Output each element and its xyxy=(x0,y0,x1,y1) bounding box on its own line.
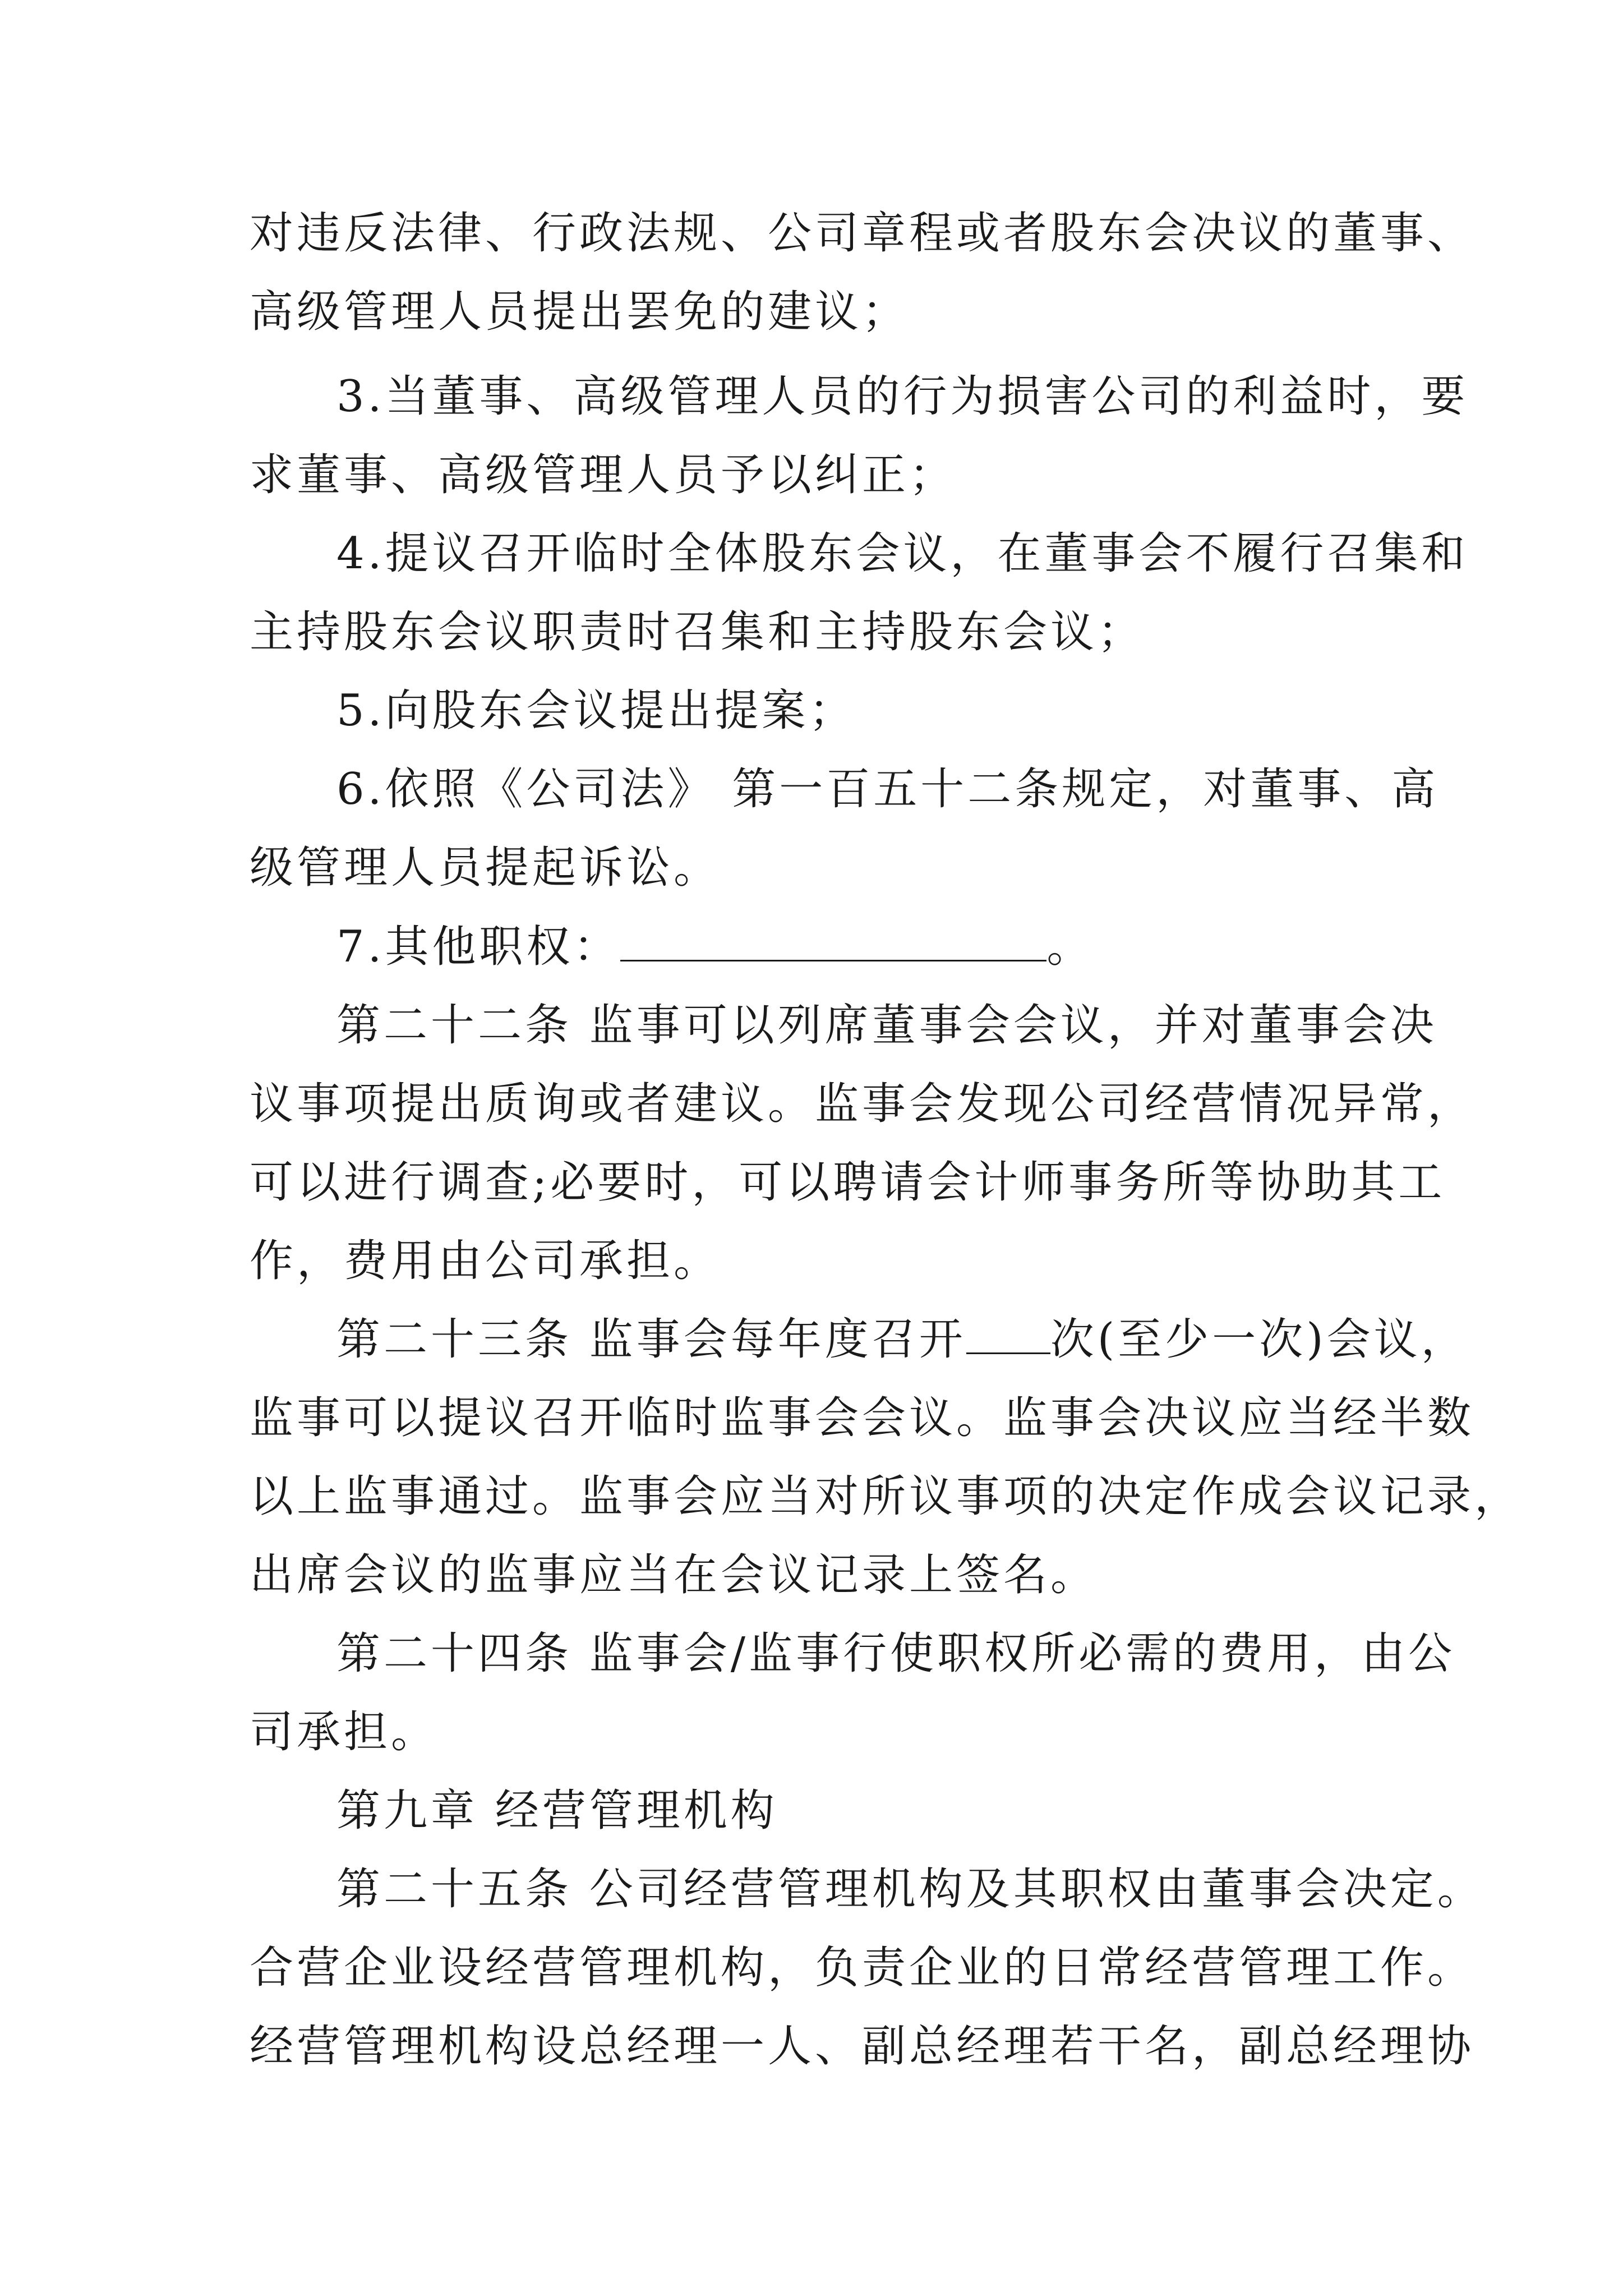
text-line: 求董事、高级管理人员予以纠正； xyxy=(250,450,957,500)
list-item-5: 5.向股东会议提出提案； xyxy=(336,685,856,736)
text-line: 以上监事通过。监事会应当对所议事项的决定作成会议记录， xyxy=(250,1471,1522,1522)
text-line: 监事可以提议召开临时监事会会议。监事会决议应当经半数 xyxy=(250,1393,1475,1443)
text-line: 司承担。 xyxy=(250,1707,439,1757)
text-line: 出席会议的监事应当在会议记录上签名。 xyxy=(250,1550,1098,1600)
article-22-line: 第二十二条 监事可以列席董事会会议，并对董事会决 xyxy=(336,1000,1437,1051)
text-line: 经营管理机构设总经理一人、副总经理若干名，副总经理协 xyxy=(250,2021,1475,2072)
list-item-6: 6.依照《公司法》 第一百五十二条规定，对董事、高 xyxy=(336,764,1439,815)
article-24-line: 第二十四条 监事会/监事行使职权所必需的费用，由公 xyxy=(336,1628,1456,1679)
text-line: 议事项提出质询或者建议。监事会发现公司经营情况异常， xyxy=(250,1079,1475,1129)
list-item-7 xyxy=(336,919,1094,975)
text-line: 级管理人员提起诉讼。 xyxy=(250,843,721,893)
text-line: 作，费用由公司承担。 xyxy=(250,1236,721,1286)
list-item-3: 3.当董事、高级管理人员的行为损害公司的利益时，要 xyxy=(336,371,1469,422)
chapter-9-heading: 第九章 经营管理机构 xyxy=(336,1786,778,1836)
list-item-4: 4.提议召开临时全体股东会议，在董事会不履行召集和 xyxy=(336,528,1469,579)
article-23-text: 第二十三条 监事会每年度召开 xyxy=(336,1314,966,1365)
article-23-line xyxy=(336,1312,1468,1368)
fill-in-blank xyxy=(620,925,1046,961)
text-line: 合营企业设经营管理机构，负责企业的日常经营管理工作。 xyxy=(250,1943,1475,1993)
text-line: 主持股东会议职责时召集和主持股东会议； xyxy=(250,607,1145,657)
article-23-text-cont: 次(至少一次)会议， xyxy=(1050,1314,1468,1365)
article-25-line: 第二十五条 公司经营管理机构及其职权由董事会决定。 xyxy=(336,1864,1484,1915)
text-line: 对违反法律、行政法规、公司章程或者股东会决议的董事、 xyxy=(250,208,1475,259)
text-line: 高级管理人员提出罢免的建议； xyxy=(250,287,910,337)
period: 。 xyxy=(1046,922,1094,972)
fill-in-blank xyxy=(966,1318,1050,1354)
other-powers-label: 7.其他职权： xyxy=(336,922,621,972)
text-line: 可以进行调查;必要时，可以聘请会计师事务所等协助其工 xyxy=(250,1157,1446,1208)
